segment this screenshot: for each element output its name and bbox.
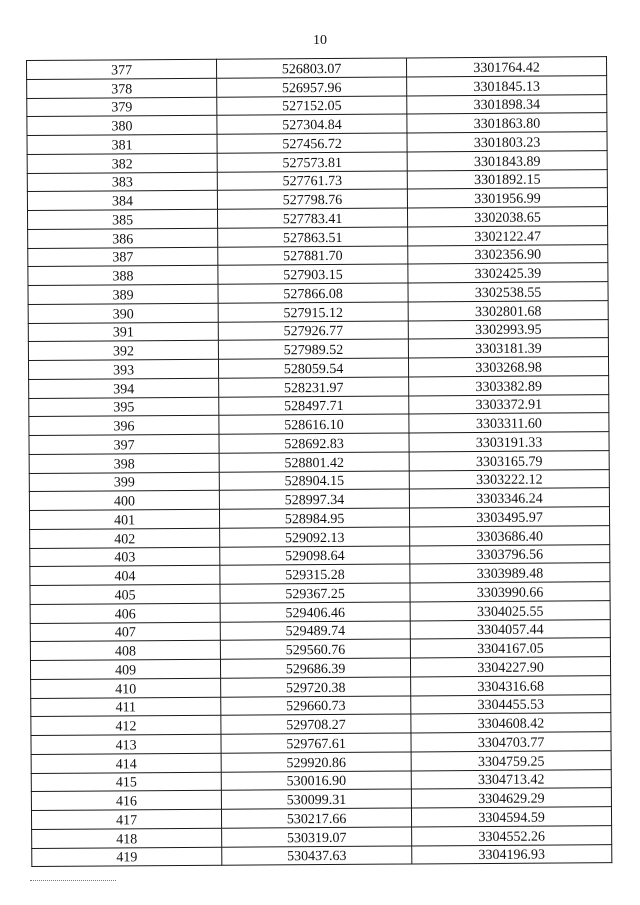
y-coordinate-cell: 3303372.91 xyxy=(409,394,609,414)
point-number-cell: 387 xyxy=(28,247,218,267)
point-number-cell: 405 xyxy=(30,584,220,604)
y-coordinate-cell: 3303191.33 xyxy=(409,432,609,452)
point-number-cell: 416 xyxy=(31,790,221,810)
y-coordinate-cell: 3301892.15 xyxy=(407,169,607,189)
y-coordinate-cell: 3303181.39 xyxy=(408,338,608,358)
y-coordinate-cell: 3304552.26 xyxy=(412,825,612,845)
x-coordinate-cell: 527783.41 xyxy=(217,208,407,228)
y-coordinate-cell: 3303796.56 xyxy=(410,544,610,564)
y-coordinate-cell: 3301764.42 xyxy=(406,57,606,77)
x-coordinate-cell: 529686.39 xyxy=(220,658,410,678)
y-coordinate-cell: 3303495.97 xyxy=(409,507,609,527)
point-number-cell: 392 xyxy=(28,340,218,360)
y-coordinate-cell: 3304455.53 xyxy=(411,694,611,714)
point-number-cell: 389 xyxy=(28,284,218,304)
y-coordinate-cell: 3302425.39 xyxy=(408,263,608,283)
x-coordinate-cell: 529406.46 xyxy=(220,602,410,622)
coordinates-table-wrapper xyxy=(26,56,611,867)
x-coordinate-cell: 528904.15 xyxy=(219,470,409,490)
footer-dotted-line xyxy=(30,880,116,881)
x-coordinate-cell: 528984.95 xyxy=(219,508,409,528)
x-coordinate-cell: 530016.90 xyxy=(221,770,411,790)
x-coordinate-cell: 526803.07 xyxy=(216,58,406,78)
point-number-cell: 390 xyxy=(28,303,218,323)
point-number-cell: 418 xyxy=(32,828,222,848)
point-number-cell: 414 xyxy=(31,753,221,773)
y-coordinate-cell: 3304759.25 xyxy=(411,750,611,770)
point-number-cell: 382 xyxy=(27,153,217,173)
x-coordinate-cell: 527761.73 xyxy=(217,170,407,190)
y-coordinate-cell: 3301845.13 xyxy=(407,75,607,95)
x-coordinate-cell: 526957.96 xyxy=(217,77,407,97)
y-coordinate-cell: 3304713.42 xyxy=(411,769,611,789)
y-coordinate-cell: 3303311.60 xyxy=(409,413,609,433)
point-number-cell: 417 xyxy=(31,809,221,829)
point-number-cell: 386 xyxy=(28,228,218,248)
y-coordinate-cell: 3303686.40 xyxy=(410,525,610,545)
x-coordinate-cell: 529315.28 xyxy=(220,564,410,584)
point-number-cell: 388 xyxy=(28,265,218,285)
x-coordinate-cell: 528997.34 xyxy=(219,489,409,509)
x-coordinate-cell: 529660.73 xyxy=(221,695,411,715)
page-number: 10 xyxy=(313,33,327,48)
point-number-cell: 381 xyxy=(27,134,217,154)
point-number-cell: 415 xyxy=(31,772,221,792)
x-coordinate-cell: 527881.70 xyxy=(218,245,408,265)
point-number-cell: 408 xyxy=(30,640,220,660)
point-number-cell: 413 xyxy=(31,734,221,754)
point-number-cell: 385 xyxy=(27,209,217,229)
y-coordinate-cell: 3304025.55 xyxy=(410,600,610,620)
y-coordinate-cell: 3303268.98 xyxy=(408,357,608,377)
point-number-cell: 412 xyxy=(31,715,221,735)
x-coordinate-cell: 528497.71 xyxy=(219,395,409,415)
x-coordinate-cell: 527903.15 xyxy=(218,264,408,284)
y-coordinate-cell: 3302538.55 xyxy=(408,282,608,302)
y-coordinate-cell: 3301956.99 xyxy=(407,188,607,208)
y-coordinate-cell: 3302801.68 xyxy=(408,300,608,320)
point-number-cell: 393 xyxy=(28,359,218,379)
x-coordinate-cell: 527456.72 xyxy=(217,133,407,153)
x-coordinate-cell: 527304.84 xyxy=(217,114,407,134)
y-coordinate-cell: 3303990.66 xyxy=(410,582,610,602)
point-number-cell: 406 xyxy=(30,603,220,623)
y-coordinate-cell: 3304629.29 xyxy=(411,788,611,808)
y-coordinate-cell: 3301803.23 xyxy=(407,132,607,152)
y-coordinate-cell: 3304057.44 xyxy=(410,619,610,639)
point-number-cell: 403 xyxy=(30,547,220,567)
x-coordinate-cell: 530099.31 xyxy=(221,789,411,809)
y-coordinate-cell: 3301898.34 xyxy=(407,94,607,114)
point-number-cell: 377 xyxy=(27,59,217,79)
x-coordinate-cell: 527866.08 xyxy=(218,283,408,303)
point-number-cell: 384 xyxy=(27,190,217,210)
table-row xyxy=(32,844,612,867)
y-coordinate-cell: 3301863.80 xyxy=(407,113,607,133)
point-number-cell: 397 xyxy=(29,434,219,454)
y-coordinate-cell: 3302122.47 xyxy=(408,225,608,245)
x-coordinate-cell: 530217.66 xyxy=(221,808,411,828)
y-coordinate-cell: 3303222.12 xyxy=(409,469,609,489)
point-number-cell: 399 xyxy=(29,472,219,492)
y-coordinate-cell: 3304703.77 xyxy=(411,732,611,752)
x-coordinate-cell: 527152.05 xyxy=(217,95,407,115)
point-number-cell: 419 xyxy=(32,847,222,867)
point-number-cell: 378 xyxy=(27,78,217,98)
point-number-cell: 380 xyxy=(27,115,217,135)
point-number-cell: 396 xyxy=(29,415,219,435)
x-coordinate-cell: 529489.74 xyxy=(220,620,410,640)
x-coordinate-cell: 528059.54 xyxy=(218,358,408,378)
x-coordinate-cell: 528231.97 xyxy=(219,377,409,397)
point-number-cell: 394 xyxy=(29,378,219,398)
y-coordinate-cell: 3302356.90 xyxy=(408,244,608,264)
x-coordinate-cell: 528616.10 xyxy=(219,414,409,434)
x-coordinate-cell: 529767.61 xyxy=(221,733,411,753)
point-number-cell: 407 xyxy=(30,622,220,642)
x-coordinate-cell: 529920.86 xyxy=(221,752,411,772)
point-number-cell: 395 xyxy=(29,397,219,417)
coordinates-table-body xyxy=(27,57,612,867)
point-number-cell: 402 xyxy=(30,528,220,548)
x-coordinate-cell: 529098.64 xyxy=(220,545,410,565)
point-number-cell: 409 xyxy=(30,659,220,679)
x-coordinate-cell: 530319.07 xyxy=(222,827,412,847)
x-coordinate-cell: 529092.13 xyxy=(220,527,410,547)
y-coordinate-cell: 3302993.95 xyxy=(408,319,608,339)
y-coordinate-cell: 3304196.93 xyxy=(412,844,612,864)
y-coordinate-cell: 3303346.24 xyxy=(409,488,609,508)
x-coordinate-cell: 527915.12 xyxy=(218,302,408,322)
x-coordinate-cell: 530437.63 xyxy=(222,845,412,865)
y-coordinate-cell: 3303382.89 xyxy=(409,375,609,395)
point-number-cell: 398 xyxy=(29,453,219,473)
x-coordinate-cell: 527863.51 xyxy=(218,227,408,247)
x-coordinate-cell: 527989.52 xyxy=(218,339,408,359)
x-coordinate-cell: 529560.76 xyxy=(220,639,410,659)
y-coordinate-cell: 3304316.68 xyxy=(411,675,611,695)
y-coordinate-cell: 3303165.79 xyxy=(409,450,609,470)
y-coordinate-cell: 3302038.65 xyxy=(407,207,607,227)
y-coordinate-cell: 3304608.42 xyxy=(411,713,611,733)
x-coordinate-cell: 528692.83 xyxy=(219,433,409,453)
x-coordinate-cell: 527798.76 xyxy=(217,189,407,209)
x-coordinate-cell: 529720.38 xyxy=(221,677,411,697)
point-number-cell: 400 xyxy=(29,490,219,510)
x-coordinate-cell: 528801.42 xyxy=(219,452,409,472)
y-coordinate-cell: 3304594.59 xyxy=(411,807,611,827)
x-coordinate-cell: 527926.77 xyxy=(218,320,408,340)
y-coordinate-cell: 3304167.05 xyxy=(410,638,610,658)
coordinates-table xyxy=(26,56,612,867)
point-number-cell: 411 xyxy=(31,697,221,717)
point-number-cell: 401 xyxy=(29,509,219,529)
y-coordinate-cell: 3303989.48 xyxy=(410,563,610,583)
point-number-cell: 379 xyxy=(27,97,217,117)
x-coordinate-cell: 529708.27 xyxy=(221,714,411,734)
y-coordinate-cell: 3304227.90 xyxy=(410,657,610,677)
point-number-cell: 383 xyxy=(27,172,217,192)
point-number-cell: 391 xyxy=(28,322,218,342)
point-number-cell: 410 xyxy=(31,678,221,698)
x-coordinate-cell: 529367.25 xyxy=(220,583,410,603)
point-number-cell: 404 xyxy=(30,565,220,585)
y-coordinate-cell: 3301843.89 xyxy=(407,150,607,170)
x-coordinate-cell: 527573.81 xyxy=(217,152,407,172)
